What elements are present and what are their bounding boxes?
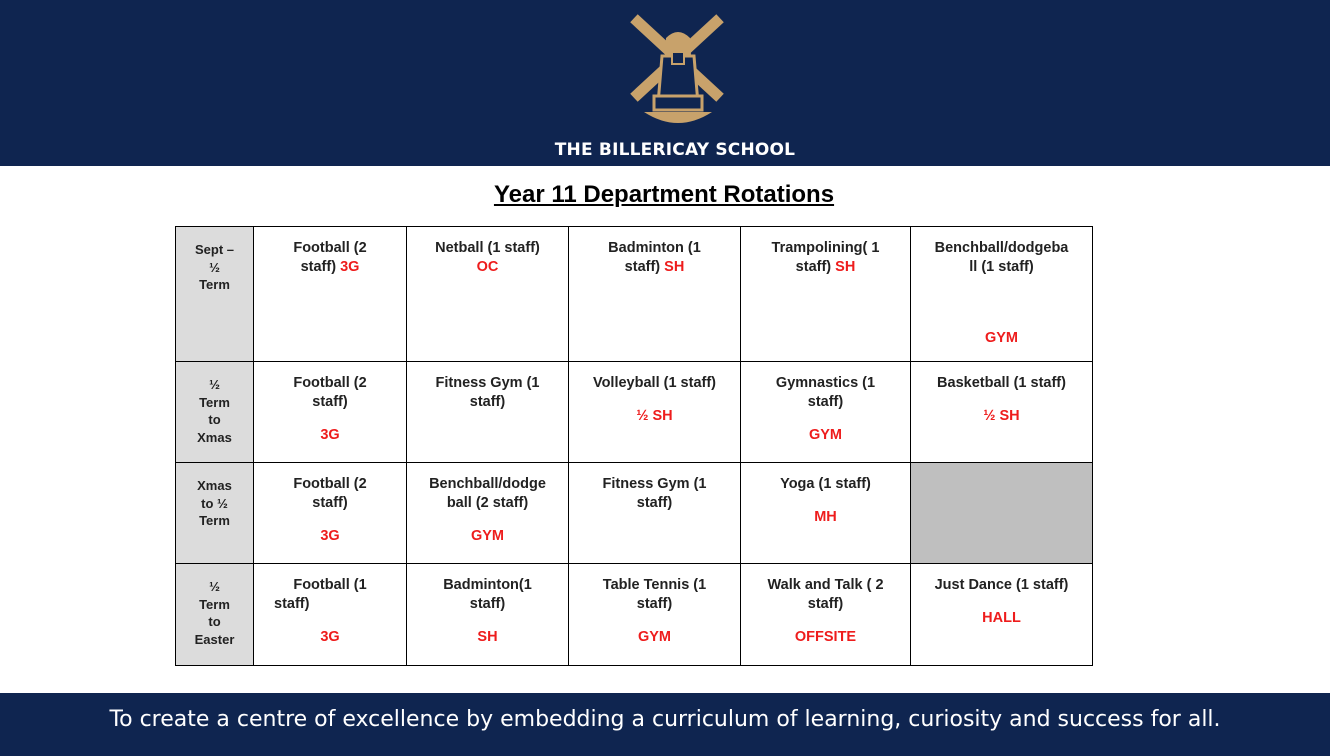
location-label: MH <box>814 509 837 525</box>
location-label: ½ SH <box>983 408 1020 424</box>
header-banner <box>0 0 1330 166</box>
activity-cell: Table Tennis (1 staff) GYM <box>569 564 741 666</box>
term-label: Sept – ½ Term <box>176 227 254 362</box>
term-label: ½ Term to Xmas <box>176 362 254 463</box>
windmill-icon <box>628 12 728 130</box>
activity-cell: Football (2 staff) 3G <box>254 227 407 362</box>
activity-cell: Gymnastics (1 staff) GYM <box>741 362 911 463</box>
table-row <box>176 564 1093 666</box>
activity-cell: Trampolining( 1 staff) SH <box>741 227 911 362</box>
activity-cell: Football (2 staff) 3G <box>254 463 407 564</box>
location-label: 3G <box>320 528 340 544</box>
activity-cell: Football (2 staff) 3G <box>254 362 407 463</box>
activity-cell: Netball (1 staff) OC <box>407 227 569 362</box>
activity-cell: Just Dance (1 staff) HALL <box>911 564 1093 666</box>
activity-cell: Benchball/dodge ball (2 staff) GYM <box>407 463 569 564</box>
location-label: GYM <box>637 629 672 645</box>
location-label: OFFSITE <box>794 629 857 645</box>
activity-cell: Basketball (1 staff) ½ SH <box>911 362 1093 463</box>
rotation-table <box>175 226 1093 666</box>
term-label: ½ Term to Easter <box>176 564 254 666</box>
activity-cell: Fitness Gym (1 staff) <box>407 362 569 463</box>
footer-banner <box>0 693 1330 756</box>
location-label: SH <box>477 629 498 645</box>
school-name: THE BILLERICAY SCHOOL <box>554 140 796 160</box>
location-label: 3G <box>320 427 340 443</box>
activity-cell: Badminton(1 staff) SH <box>407 564 569 666</box>
page-title: Year 11 Department Rotations <box>493 181 835 208</box>
activity-cell: Football (1 staff) 3G <box>254 564 407 666</box>
school-motto: To create a centre of excellence by embedding a curriculum of learning, curiosity and success for all. <box>109 707 1221 732</box>
location-label: GYM <box>984 330 1019 346</box>
empty-cell <box>911 463 1093 564</box>
location-label: 3G <box>320 629 340 645</box>
location-label: 3G <box>340 259 360 275</box>
table-row <box>176 362 1093 463</box>
location-label: OC <box>476 259 499 275</box>
activity-cell: Benchball/dodgeba ll (1 staff) GYM <box>911 227 1093 362</box>
activity-cell: Badminton (1 staff) SH <box>569 227 741 362</box>
location-label: SH <box>664 259 685 275</box>
location-label: GYM <box>470 528 505 544</box>
location-label: HALL <box>982 610 1021 626</box>
location-label: ½ SH <box>636 408 673 424</box>
activity-cell: Walk and Talk ( 2 staff) OFFSITE <box>741 564 911 666</box>
term-label: Xmas to ½ Term <box>176 463 254 564</box>
activity-cell: Volleyball (1 staff) ½ SH <box>569 362 741 463</box>
location-label: GYM <box>808 427 843 443</box>
activity-cell: Fitness Gym (1 staff) <box>569 463 741 564</box>
table-row <box>176 227 1093 362</box>
location-label: SH <box>835 259 856 275</box>
table-row <box>176 463 1093 564</box>
activity-cell: Yoga (1 staff) MH <box>741 463 911 564</box>
